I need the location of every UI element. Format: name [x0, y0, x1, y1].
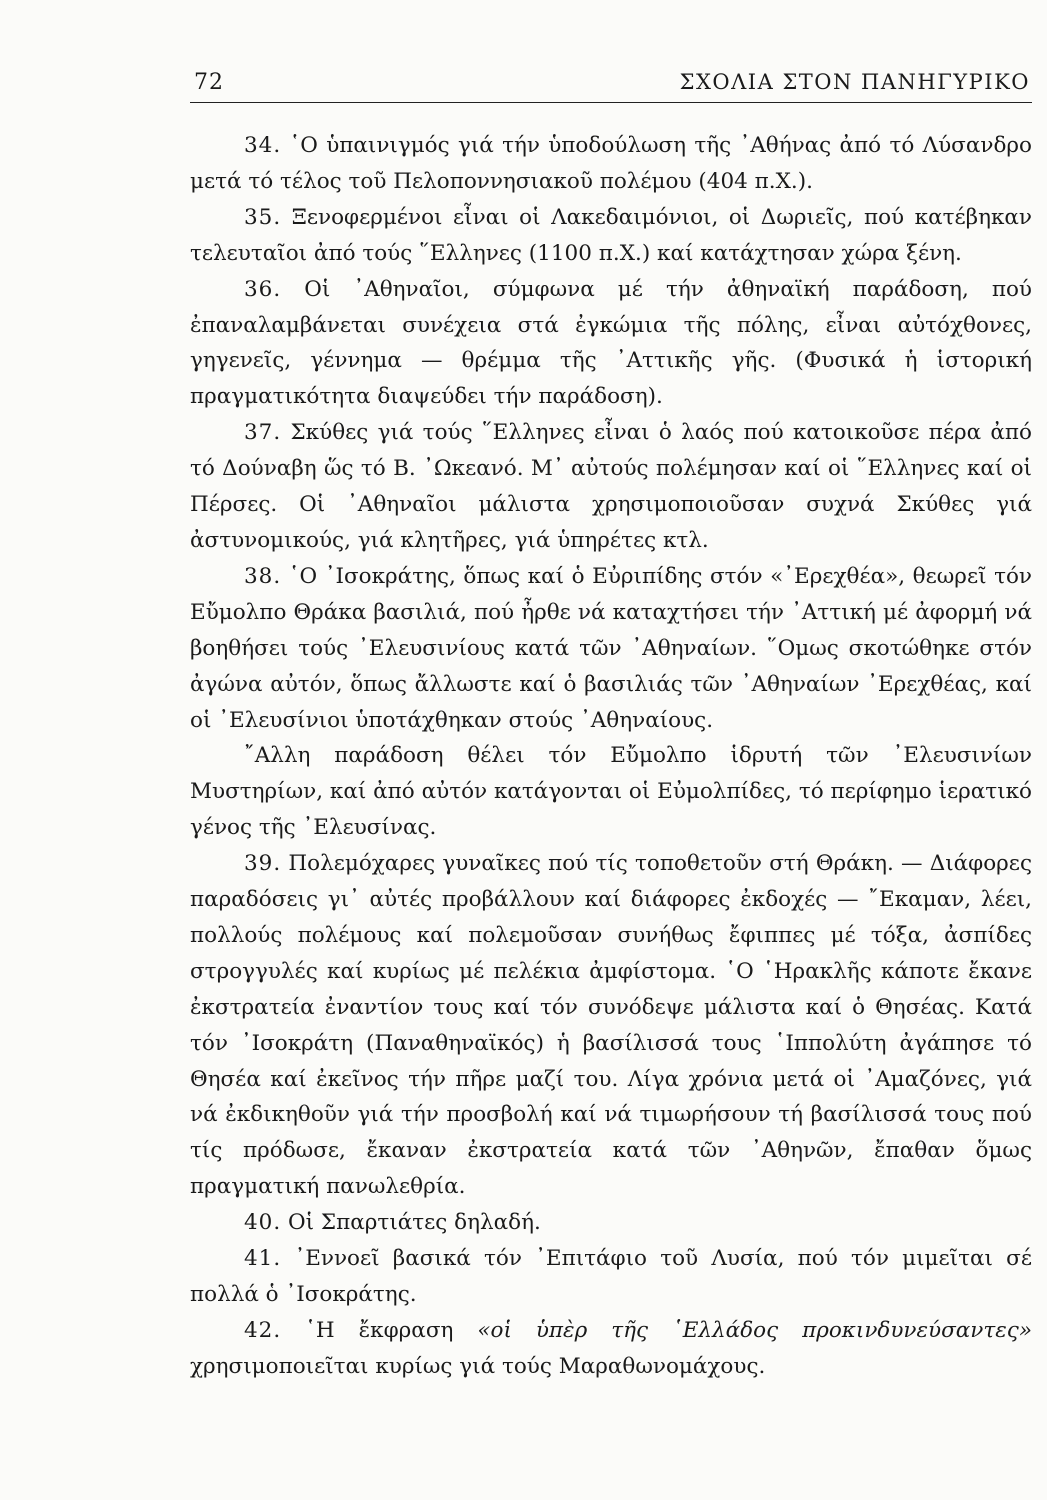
running-head [190, 62, 1032, 103]
note-text: Ξενοφερμένοι εἶναι οἱ Λακεδαιμόνιοι, οἱ Δωριεῖς, πού κατέβηκαν τελευταῖοι ἀπό τούς ῞Ελληνες (1100 π.Χ.) καί κατάχτησαν χώρα ξένη. [190, 204, 1032, 266]
note-text: ῎Αλλη παράδοση θέλει τόν Εὔμολπο ἱδρυτή τῶν ᾿Ελευσινίων Μυστηρίων, καί ἀπό αὐτόν κατάγονται οἱ Εὐμολπίδες, τό περίφημο ἱερατικό γένος τῆς ᾿Ελευσίνας. [190, 743, 1032, 841]
note-37 [190, 415, 1032, 559]
note-text: ῾Ο ᾿Ισοκράτης, ὅπως καί ὁ Εὐριπίδης στόν «᾿Ερεχθέα», θεωρεῖ τόν Εὔμολπο Θράκα βασιλιά, πού ἦρθε νά καταχτήσει τήν ᾿Αττική μέ ἀφορμή νά βοηθήσει τούς ᾿Ελευσινίους κατά τῶν ᾿Αθηναίων. ῞Ομως σκοτώθηκε στόν ἀγώνα αὐτόν, ὅπως ἄλλωστε καί ὁ βασιλιάς τῶν ᾿Αθηναίων ᾿Ερεχθέας, καί οἱ ᾿Ελευσίνιοι ὑποτάχθηκαν στούς ᾿Αθηναίους. [190, 563, 1032, 733]
note-number: 36. [244, 276, 282, 302]
note-text: ᾿Εννοεῖ βασικά τόν ᾿Επιτάφιο τοῦ Λυσία, πού τόν μιμεῖται σέ πολλά ὁ ᾿Ισοκράτης. [190, 1246, 1032, 1307]
note-text: Σκύθες γιά τούς ῞Ελληνες εἶναι ὁ λαός πού κατοικοῦσε πέρα ἀπό τό Δούναβη ὥς τό Β. ᾿Ωκεανό. Μ᾿ αὐτούς πολέμησαν καί οἱ ῞Ελληνες καί οἱ Πέρσες. Οἱ ᾿Αθηναῖοι μάλιστα χρησιμοποιοῦσαν συχνά Σκύθες γιά ἀστυνομικούς, γιά κλητῆρες, γιά ὑπηρέτες κτλ. [190, 420, 1032, 553]
note-35 [190, 200, 1032, 272]
note-number: 37. [244, 420, 282, 446]
running-title: ΣΧΟΛΙΑ ΣΤΟΝ ΠΑΝΗΓΥΡΙΚΟ [679, 70, 1030, 94]
note-number: 41. [244, 1246, 282, 1272]
note-number: 42. [244, 1317, 282, 1343]
note-number: 35. [244, 204, 282, 230]
note-text: ῾Η ἔκφραση [305, 1317, 478, 1343]
note-42 [190, 1313, 1032, 1385]
page-number: 72 [194, 70, 224, 95]
note-text: Οἱ ᾿Αθηναῖοι, σύμφωνα μέ τήν ἀθηναϊκή παράδοση, πού ἐπαναλαμβάνεται συνέχεια στά ἐγκώμια τῆς πόλης, εἶναι αὐτόχθονες, γηγενεῖς, γέννημα — θρέμμα τῆς ᾿Αττικῆς γῆς. (Φυσικά ἡ ἱστορική πραγματικότητα διαψεύδει τήν παράδοση). [190, 276, 1032, 410]
note-text: Οἱ Σπαρτιάτες δηλαδή. [288, 1210, 541, 1236]
notes-body [190, 128, 1032, 1385]
quoted-phrase: «οἱ ὑπὲρ τῆς ῾Ελλάδος προκινδυνεύσαντες» [477, 1317, 1032, 1343]
note-36 [190, 272, 1032, 416]
note-number: 40. [244, 1210, 282, 1236]
note-40 [190, 1205, 1032, 1241]
note-38-continuation [190, 738, 1032, 846]
note-number: 39. [244, 851, 282, 877]
note-text: χρησιμοποιεῖται κυρίως γιά τούς Μαραθωνομάχους. [190, 1353, 766, 1379]
note-text: ῾Ο ὑπαινιγμός γιά τήν ὑποδούλωση τῆς ᾿Αθήνας ἀπό τό Λύσανδρο μετά τό τέλος τοῦ Πελοποννησιακοῦ πολέμου (404 π.Χ.). [190, 133, 1032, 194]
note-34 [190, 128, 1032, 200]
note-41 [190, 1241, 1032, 1313]
note-text: Πολεμόχαρες γυναῖκες πού τίς τοποθετοῦν στή Θράκη. — Διάφορες παραδόσεις γι᾿ αὐτές προβάλλουν καί διάφορες ἐκδοχές — ῎Εκαμαν, λέει, πολλούς πολέμους καί πολεμοῦσαν συνήθως ἔφιππες μέ τόξα, ἀσπίδες στρογγυλές καί κυρίως μέ πελέκια ἀμφίστομα. ῾Ο ῾Ηρακλῆς κάποτε ἔκανε ἐκστρατεία ἐναντίον τους καί τόν συνόδεψε μάλιστα καί ὁ Θησέας. Κατά τόν ᾿Ισοκράτη (Παναθηναϊκός) ἡ βασίλισσά τους ῾Ιππολύτη ἀγάπησε τό Θησέα καί ἐκεῖνος τήν πῆρε μαζί του. Λίγα χρόνια μετά οἱ ᾿Αμαζόνες, γιά νά ἐκδικηθοῦν γιά τήν προσβολή καί νά τιμωρήσουν τή βασίλισσά τους πού τίς πρόδωσε, ἔκαναν ἐκστρατεία κατά τῶν ᾿Αθηνῶν, ἔπαθαν ὅμως πραγματική πανωλεθρία. [190, 851, 1032, 1200]
note-number: 38. [244, 563, 282, 589]
note-number: 34. [244, 133, 282, 158]
note-39 [190, 846, 1032, 1205]
note-38 [190, 559, 1032, 739]
